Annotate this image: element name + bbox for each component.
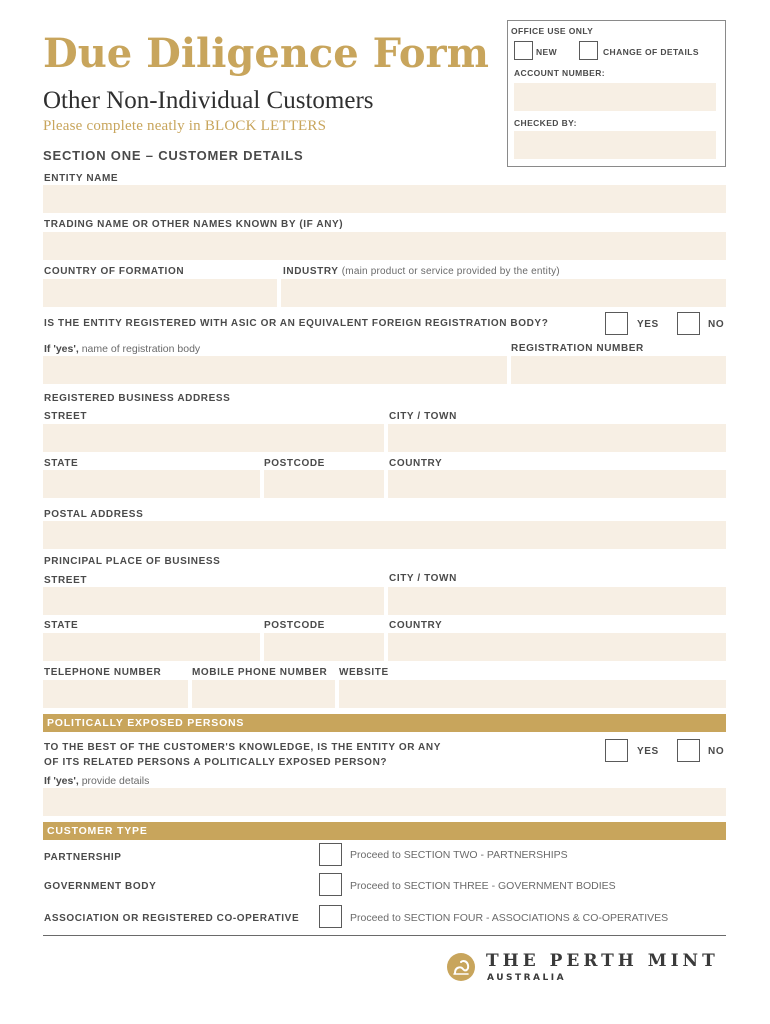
registered-postcode-field[interactable] [264,470,384,498]
country-of-formation-field[interactable] [43,279,277,307]
new-checkbox[interactable] [514,41,533,60]
industry-label-text: INDUSTRY [283,266,339,277]
registration-question: IS THE ENTITY REGISTERED WITH ASIC OR AN EQUIVALENT FOREIGN REGISTRATION BODY? [44,318,549,329]
registered-street-field[interactable] [43,424,384,452]
registered-no-label: NO [708,319,725,330]
postal-address-field[interactable] [43,521,726,549]
registration-number-label: REGISTRATION NUMBER [511,343,644,354]
swan-icon [446,952,476,982]
country-of-formation-label: COUNTRY OF FORMATION [44,266,185,277]
association-proceed-note: Proceed to SECTION FOUR - ASSOCIATIONS & CO-OPERATIVES [350,912,669,924]
checked-by-field[interactable] [514,131,716,159]
principal-street-label: STREET [44,575,88,586]
pep-details-label [44,775,149,787]
registered-city-label: CITY / TOWN [389,411,457,422]
industry-field[interactable] [281,279,726,307]
registered-country-label: COUNTRY [389,458,443,469]
registered-city-field[interactable] [388,424,726,452]
government-body-proceed-note: Proceed to SECTION THREE - GOVERNMENT BODIES [350,880,616,892]
principal-country-field[interactable] [388,633,726,661]
pep-question-line1: TO THE BEST OF THE CUSTOMER'S KNOWLEDGE, IS THE ENTITY OR ANY [44,742,441,753]
pep-heading: POLITICALLY EXPOSED PERSONS [43,714,726,732]
government-body-label: GOVERNMENT BODY [44,881,157,892]
government-body-checkbox[interactable] [319,873,342,896]
section-one-heading: SECTION ONE – CUSTOMER DETAILS [43,148,304,163]
principal-country-label: COUNTRY [389,620,443,631]
industry-hint: (main product or service provided by the entity) [341,266,560,277]
website-label: WEBSITE [339,667,389,678]
principal-state-label: STATE [44,620,79,631]
form-title: Due Diligence Form [43,30,489,77]
registered-address-heading: REGISTERED BUSINESS ADDRESS [44,393,231,404]
checked-by-label: CHECKED BY: [514,118,577,128]
principal-city-field[interactable] [388,587,726,615]
registration-body-field[interactable] [43,356,507,384]
registered-street-label: STREET [44,411,88,422]
telephone-field[interactable] [43,680,188,708]
brand-name: THE PERTH MINT [486,951,719,971]
registered-yes-label: YES [637,319,659,330]
pep-no-checkbox[interactable] [677,739,700,762]
partnership-proceed-note: Proceed to SECTION TWO - PARTNERSHIPS [350,849,568,861]
registration-number-field[interactable] [511,356,726,384]
form-instructions: Please complete neatly in BLOCK LETTERS [43,118,327,134]
postal-address-label: POSTAL ADDRESS [44,509,144,520]
telephone-label: TELEPHONE NUMBER [44,667,162,678]
pep-details-field[interactable] [43,788,726,816]
registered-state-label: STATE [44,458,79,469]
registered-country-field[interactable] [388,470,726,498]
office-use-heading: OFFICE USE ONLY [511,26,594,36]
pep-yes-label: YES [637,746,659,757]
pep-yes-checkbox[interactable] [605,739,628,762]
registered-postcode-label: POSTCODE [264,458,325,469]
mobile-field[interactable] [192,680,335,708]
change-of-details-label: CHANGE OF DETAILS [603,47,699,57]
principal-place-heading: PRINCIPAL PLACE OF BUSINESS [44,556,221,567]
new-label: NEW [536,47,558,57]
footer-divider [43,935,726,936]
registration-body-label [44,343,200,355]
account-number-label: ACCOUNT NUMBER: [514,68,605,78]
principal-state-field[interactable] [43,633,260,661]
pep-details-hint: provide details [81,775,150,787]
principal-street-field[interactable] [43,587,384,615]
principal-postcode-label: POSTCODE [264,620,325,631]
industry-label [283,266,560,277]
customer-type-heading: CUSTOMER TYPE [43,822,726,840]
brand-subtitle: AUSTRALIA [487,973,567,983]
mobile-label: MOBILE PHONE NUMBER [192,667,328,678]
pep-details-if-yes: If 'yes', [44,775,79,787]
pep-question-line2: OF ITS RELATED PERSONS A POLITICALLY EXPOSED PERSON? [44,757,388,768]
registered-state-field[interactable] [43,470,260,498]
registered-yes-checkbox[interactable] [605,312,628,335]
office-use-box [507,20,726,167]
entity-name-field[interactable] [43,185,726,213]
principal-city-label: CITY / TOWN [389,573,457,584]
registration-body-hint: name of registration body [81,343,201,355]
entity-name-label: ENTITY NAME [44,173,119,184]
partnership-checkbox[interactable] [319,843,342,866]
change-of-details-checkbox[interactable] [579,41,598,60]
partnership-label: PARTNERSHIP [44,852,122,863]
trading-name-field[interactable] [43,232,726,260]
registration-body-if-yes: If 'yes', [44,343,79,355]
pep-no-label: NO [708,746,725,757]
association-checkbox[interactable] [319,905,342,928]
account-number-field[interactable] [514,83,716,111]
principal-postcode-field[interactable] [264,633,384,661]
form-subtitle: Other Non-Individual Customers [43,87,374,114]
website-field[interactable] [339,680,726,708]
registered-no-checkbox[interactable] [677,312,700,335]
trading-name-label: TRADING NAME OR OTHER NAMES KNOWN BY (IF ANY) [44,219,344,230]
association-label: ASSOCIATION OR REGISTERED CO-OPERATIVE [44,913,300,924]
